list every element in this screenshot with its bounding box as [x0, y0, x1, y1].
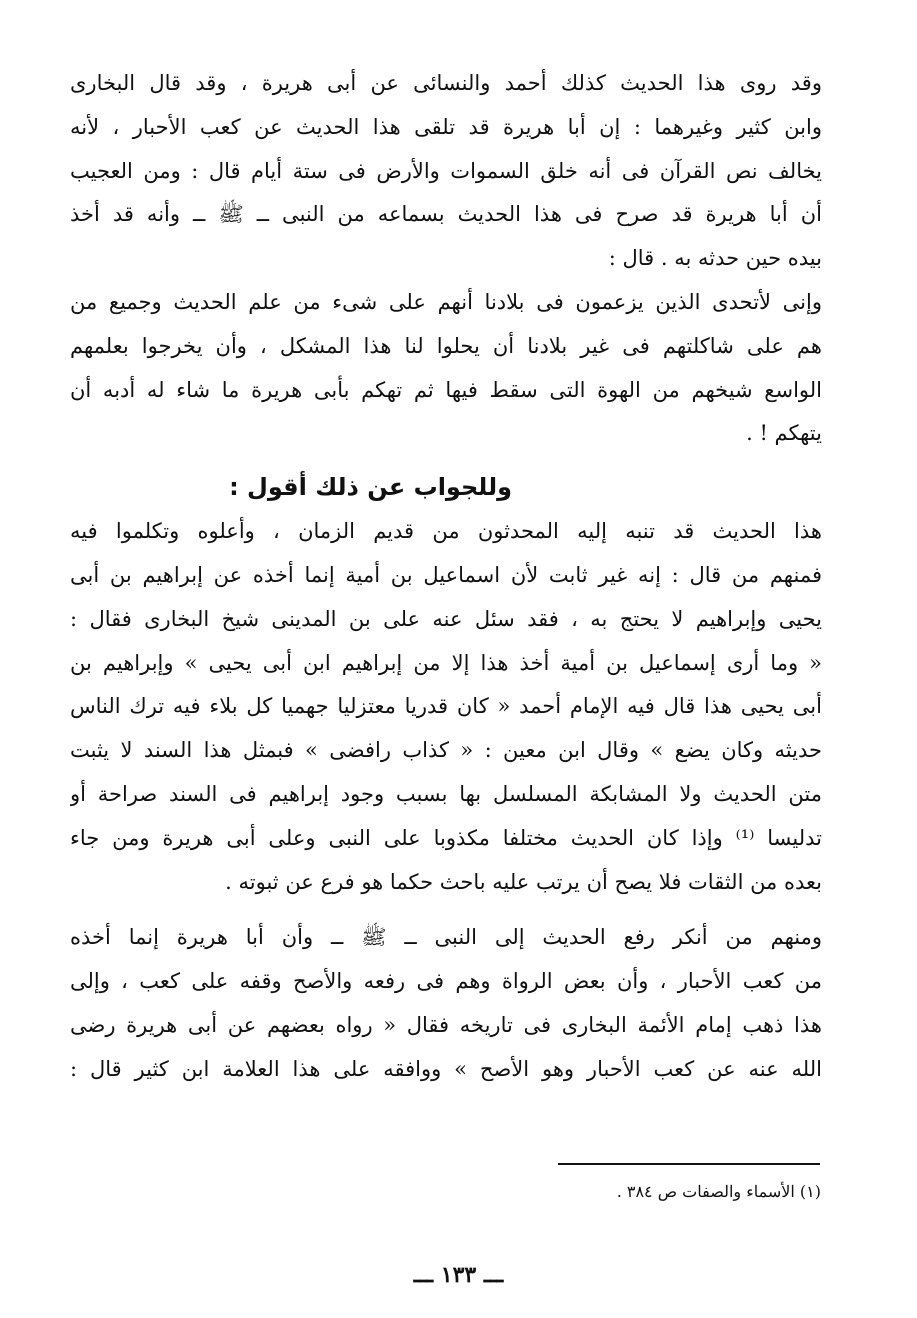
text-line: هذا ذهب إمام الأئمة البخارى فى تاريخه فقال « رواه بعضهم عن أبى هريرة رضى [70, 1012, 822, 1037]
text-line: هذا الحديث قد تنبه إليه المحدثون من قديم الزمان ، وأعلوه وتكلموا فيه [70, 519, 822, 544]
paragraph-1 [70, 62, 822, 281]
text-line: أبى يحيى هذا قال فيه الإمام أحمد « كان قدريا معتزليا جهميا كل بلاء فيه ترك الناس [70, 694, 822, 719]
text-line: متن الحديث ولا المشابكة المسلسل بها بسبب وجود إبراهيم فى السند صراحة أو [70, 781, 822, 806]
footnote: (١) الأسماء والصفات ص ٣٨٤ . [616, 1182, 821, 1201]
paragraph-4 [70, 916, 822, 1091]
page-body [70, 62, 822, 1092]
text-line: الله عنه عن كعب الأحبار وهو الأصح » ووافقه على هذا العلامة ابن كثير قال : [70, 1056, 822, 1081]
text-line: حديثه وكان يضع » وقال ابن معين : « كذاب رافضى » فبمثل هذا السند لا يثبت [70, 738, 822, 763]
text-line: بيده حين حدثه به . قال : [608, 246, 822, 271]
text-line: وقد روى هذا الحديث كذلك أحمد والنسائى عن أبى هريرة ، وقد قال البخارى [70, 71, 822, 95]
text-line: وإنى لأتحدى الذين يزعمون فى بلادنا أنهم على شىء من علم الحديث وجميع من [70, 289, 822, 314]
text-line: هم على شاكلتهم فى غير بلادنا أن يحلوا لنا هذا المشكل ، وأن يخرجوا بعلمهم [70, 333, 822, 358]
paragraph-3 [70, 510, 822, 904]
text-line: من كعب الأحبار ، وأن بعض الرواة وهم فى رفعه والأصح وقفه على كعب ، وإلى [70, 969, 822, 994]
text-line: بعده من الثقات فلا يصح أن يرتب عليه باحث حكما هو فرع عن ثبوته . [225, 869, 822, 894]
text-line: يخالف نص القرآن فى أنه خلق السموات والأرض فى ستة أيام قال : ومن العجيب [70, 158, 822, 183]
page-number: ـــ ١٣٣ ـــ [413, 1262, 504, 1288]
text-line: وابن كثير وغيرهما : إن أبا هريرة قد تلقى هذا الحديث عن كعب الأحبار ، لأنه [70, 114, 822, 139]
text-line: ومنهم من أنكر رفع الحديث إلى النبى ــ ﷺ ــ وأن أبا هريرة إنما أخذه [70, 925, 822, 950]
text-line: يحيى وإبراهيم لا يحتج به ، فقد سئل عنه على بن المدينى شيخ البخارى فقال : [70, 606, 822, 631]
footnote-divider [558, 1163, 820, 1165]
text-line: تدليسا ⁽¹⁾ وإذا كان الحديث مختلفا مكذوبا على النبى وعلى أبى هريرة ومن جاء [70, 825, 822, 850]
text-line: « وما أرى إسماعيل بن أمية أخذ هذا إلا من إبراهيم ابن أبى يحيى » وإبراهيم بن [70, 650, 822, 675]
text-line: أن أبا هريرة قد صرح فى هذا الحديث بسماعه من النبى ــ ﷺ ــ وأنه قد أخذ [70, 202, 822, 227]
section-heading: وللجواب عن ذلك أقول : [229, 473, 512, 502]
text-line: يتهكم ! . [746, 421, 822, 446]
paragraph-2 [70, 281, 822, 456]
text-line: الواسع شيخهم من الهوة التى سقط فيها ثم تهكم بأبى هريرة ما شاء له أدبه أن [70, 377, 822, 402]
paragraph-gap [70, 904, 822, 916]
text-line: فمنهم من قال : إنه غير ثابت لأن اسماعيل بن أمية إنما أخذه عن إبراهيم بن أبى [70, 562, 822, 587]
